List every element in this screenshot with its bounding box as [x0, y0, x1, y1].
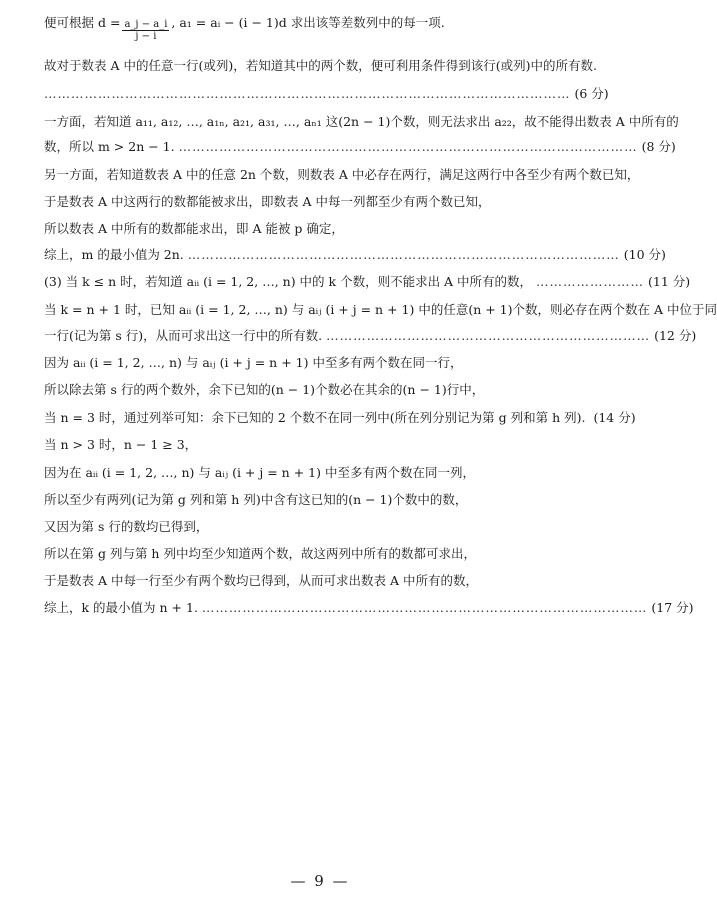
line-text: 数，所以 m > 2n − 1.	[44, 139, 175, 154]
line-text: 另一方面，若知道数表 A 中的任意 2n 个数，则数表 A 中必存在两行，满足这两行中各至少有两个数已知，	[44, 167, 640, 182]
line-text: , a₁ = aᵢ − (i − 1)d 求出该等差数列中的每一项.	[171, 15, 445, 30]
line-text: 于是数表 A 中这两行的数都能被求出，即数表 A 中每一列都至少有两个数已知，	[44, 194, 491, 209]
line-text: (3) 当 k ≤ n 时，若知道 aᵢᵢ (i = 1, 2, …, n) 中的 k 个数，则不能求出 A 中所有的数，	[44, 274, 533, 289]
line-text: 因为 aᵢᵢ (i = 1, 2, …, n) 与 aᵢⱼ (i + j = n + 1) 中至多有两个数在同一行，	[44, 355, 463, 370]
score-mark: (10 分)	[623, 247, 666, 262]
solution-line-4	[44, 113, 679, 130]
line-text: 于是数表 A 中每一行至少有两个数均已得到，从而可求出数表 A 中所有的数，	[44, 573, 478, 588]
leader-dots: ………………………………………………………………	[326, 328, 651, 343]
score-mark: (14 分)	[593, 410, 636, 425]
solution-line-17	[44, 464, 600, 481]
solution-line-19	[44, 518, 600, 535]
score-mark: (17 分)	[651, 600, 694, 615]
solution-line-14	[44, 381, 600, 398]
solution-line-18	[44, 491, 600, 508]
solution-line-20	[44, 545, 600, 562]
solution-line-8	[44, 220, 600, 237]
fraction	[122, 19, 169, 42]
line-text: 综上，k 的最小值为 n + 1.	[44, 600, 198, 615]
score-mark: (8 分)	[641, 139, 676, 154]
line-text: 当 n = 3 时，通过列举可知：余下已知的 2 个数不在同一列中(所在列分别记为第 g 列和第 h 列).	[44, 410, 586, 425]
line-text: 一方面，若知道 a₁₁, a₁₂, …, a₁ₙ, a₂₁, a₃₁, …, aₙ₁ 这(2n − 1)个数，则无法求出 a₂₂，故不能得出数表 A 中所有的	[44, 114, 679, 129]
line-text: 因为在 aᵢᵢ (i = 1, 2, …, n) 与 aᵢⱼ (i + j = n + 1) 中至多有两个数在同一列，	[44, 465, 475, 480]
solution-line-9	[44, 246, 666, 263]
solution-line-7	[44, 193, 600, 210]
solution-line-2	[44, 57, 600, 74]
leader-dots: ……………………………………………………………………………………	[187, 247, 620, 262]
fraction-numerator: a_j − a_i	[124, 19, 168, 30]
line-text: 综上，m 的最小值为 2n.	[44, 247, 184, 262]
line-text: 所以数表 A 中所有的数都能求出，即 A 能被 p 确定，	[44, 221, 344, 236]
solution-line-1	[44, 14, 600, 42]
score-mark: (6 分)	[574, 86, 609, 101]
leader-dots: …………………………………………………………………………………………	[178, 139, 638, 154]
fraction-denominator: j − i	[135, 31, 157, 42]
score-mark: (11 分)	[648, 274, 691, 289]
solution-line-5	[44, 138, 676, 155]
leader-dots: ……………………	[536, 274, 645, 289]
line-text: 当 k = n + 1 时，已知 aᵢᵢ (i = 1, 2, …, n) 与 aᵢⱼ (i + j = n + 1) 中的任意(n + 1)个数，则必存在两个数在 A 中位于同	[44, 302, 717, 317]
line-text: 又因为第 s 行的数均已得到，	[44, 519, 209, 534]
score-line-6	[44, 85, 609, 102]
line-text: 所以除去第 s 行的两个数外，余下已知的(n − 1)个数必在其余的(n − 1)行中，	[44, 382, 485, 397]
line-text: 便可根据 d =	[44, 15, 121, 30]
solution-line-10	[44, 273, 691, 290]
score-mark: (12 分)	[654, 328, 697, 343]
solution-line-21	[44, 572, 600, 589]
leader-dots: ………………………………………………………………………………………………………	[44, 86, 571, 101]
page-number: — 9 —	[290, 872, 350, 890]
line-text: 所以在第 g 列与第 h 列中均至少知道两个数，故这两列中所有的数都可求出，	[44, 546, 476, 561]
solution-line-16	[44, 436, 600, 453]
line-text: 故对于数表 A 中的任意一行(或列)，若知道其中的两个数，便可利用条件得到该行(或列)中的所有数.	[44, 58, 597, 73]
solution-line-6	[44, 166, 640, 183]
solution-line-15	[44, 409, 636, 426]
line-text: 当 n > 3 时，n − 1 ≥ 3，	[44, 437, 198, 452]
solution-line-12	[44, 327, 697, 344]
leader-dots: ………………………………………………………………………………………	[201, 600, 648, 615]
solution-line-22	[44, 599, 694, 616]
line-text: 所以至少有两列(记为第 g 列和第 h 列)中含有这已知的(n − 1)个数中的数，	[44, 492, 468, 507]
solution-line-13	[44, 354, 600, 371]
line-text: 一行(记为第 s 行)，从而可求出这一行中的所有数.	[44, 328, 323, 343]
solution-line-11	[44, 301, 717, 318]
